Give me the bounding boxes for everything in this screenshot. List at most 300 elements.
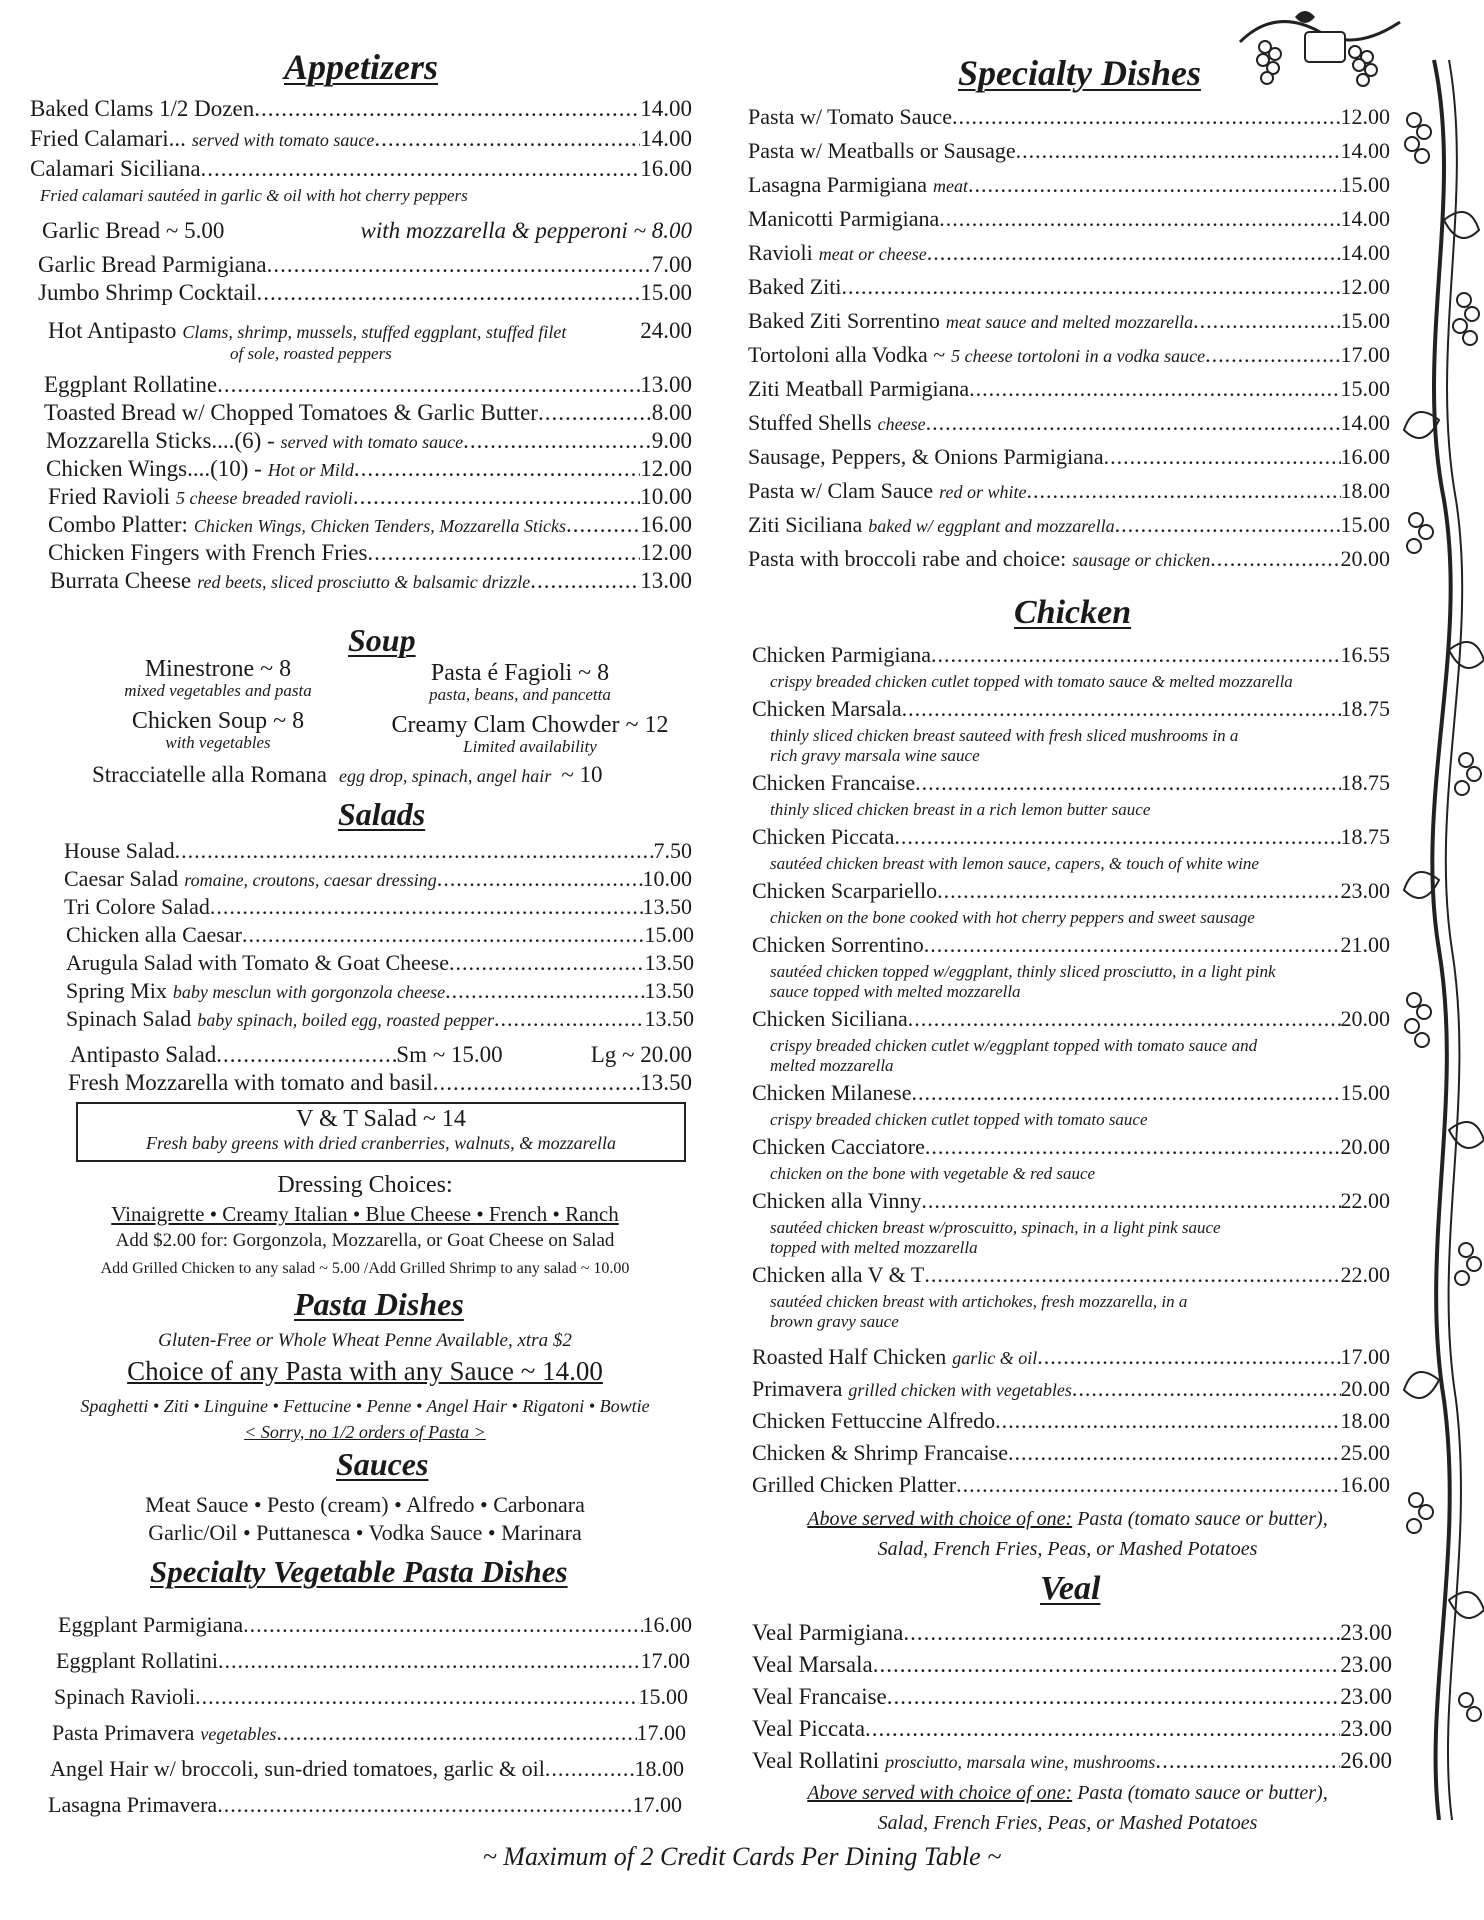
leader-dots xyxy=(1155,1748,1340,1774)
menu-item-row xyxy=(752,1472,1390,1498)
hot-antipasto-desc: Clams, shrimp, mussels, stuffed eggplant, stuffed filet xyxy=(182,322,567,342)
item-name: Chicken alla V & T xyxy=(752,1262,925,1287)
item-desc: baby mesclun with gorgonzola cheese xyxy=(172,982,446,1002)
item-subdesc: thinly sliced chicken breast in a rich lemon butter sauce xyxy=(770,800,1151,819)
item-subdesc: brown gravy sauce xyxy=(770,1312,899,1331)
menu-item-row xyxy=(752,1408,1390,1434)
item-price: 15.00 xyxy=(1340,1080,1390,1105)
leader-dots xyxy=(924,1262,1340,1288)
leader-dots xyxy=(210,894,643,920)
menu-item-row xyxy=(38,252,692,278)
item-name: Chicken Scarpariello xyxy=(752,878,938,903)
item-name: Ziti Meatball Parmigiana xyxy=(748,376,970,401)
menu-item-row xyxy=(752,1188,1390,1214)
item-name: Pasta with broccoli rabe and choice: xyxy=(748,546,1067,571)
item-price: 12.00 xyxy=(640,540,692,565)
item-desc: 5 cheese tortoloni in a vodka sauce xyxy=(951,346,1206,366)
item-desc: grilled chicken with vegetables xyxy=(848,1380,1072,1400)
menu-item-row xyxy=(748,342,1390,368)
item-desc: sausage or chicken xyxy=(1072,550,1211,570)
menu-item-row xyxy=(752,696,1390,722)
pasta-shapes: Spaghetti • Ziti • Linguine • Fettucine • Penne • Angel Hair • Rigatoni • Bowtie xyxy=(80,1396,650,1416)
menu-item-row xyxy=(52,1720,686,1746)
item-desc: Hot or Mild xyxy=(267,460,354,480)
menu-item-row xyxy=(64,838,692,864)
leader-dots xyxy=(1026,478,1340,504)
item-price: 13.50 xyxy=(644,950,694,975)
soup-desc: pasta, beans, and pancetta xyxy=(429,685,611,704)
item-desc: romaine, croutons, caesar dressing xyxy=(184,870,437,890)
item-name: Veal Piccata xyxy=(752,1716,866,1741)
item-desc: red beets, sliced prosciutto & balsamic drizzle xyxy=(197,572,531,592)
item-subdesc: melted mozzarella xyxy=(770,1056,894,1075)
menu-item-row xyxy=(752,1652,1392,1678)
item-price: 15.00 xyxy=(640,280,692,305)
menu-item-row xyxy=(30,156,692,182)
add-protein-note: Add Grilled Chicken to any salad ~ 5.00 /Add Grilled Shrimp to any salad ~ 10.00 xyxy=(100,1260,630,1277)
item-price: 15.00 xyxy=(1340,512,1390,537)
item-name: Eggplant Rollatine xyxy=(44,372,218,397)
leader-dots xyxy=(1016,138,1341,164)
menu-item-row xyxy=(748,138,1390,164)
leader-dots xyxy=(921,1188,1340,1214)
leader-dots xyxy=(995,1408,1340,1434)
sauces-heading: Sauces xyxy=(336,1446,429,1482)
item-subdesc: chicken on the bone cooked with hot cherry peppers and sweet sausage xyxy=(770,908,1255,927)
item-price: 22.00 xyxy=(1340,1262,1390,1287)
item-name: Pasta w/ Clam Sauce xyxy=(748,478,934,503)
item-name: Pasta Primavera xyxy=(52,1720,195,1745)
menu-item-row xyxy=(66,922,694,948)
menu-item-row xyxy=(748,478,1390,504)
item-price: 18.00 xyxy=(1340,1408,1390,1433)
leader-dots xyxy=(254,96,640,122)
leader-dots xyxy=(242,922,645,948)
item-subdesc: sautéed chicken breast with lemon sauce, capers, & touch of white wine xyxy=(770,854,1259,873)
item-desc: served with tomato sauce xyxy=(280,432,464,452)
item-name: Sausage, Peppers, & Onions Parmigiana xyxy=(748,444,1104,469)
item-desc: Chicken Wings, Chicken Tenders, Mozzarella Sticks xyxy=(193,516,567,536)
menu-item-row xyxy=(748,274,1390,300)
menu-item-row xyxy=(30,126,692,152)
menu-item-row xyxy=(50,1756,684,1782)
item-price: 12.00 xyxy=(1340,104,1390,129)
item-name: Chicken & Shrimp Francaise xyxy=(752,1440,1009,1465)
item-price: 16.00 xyxy=(642,1612,692,1637)
leader-dots xyxy=(267,252,652,278)
item-price: 15.00 xyxy=(638,1684,688,1709)
menu-item-row xyxy=(48,484,692,510)
menu-item-row xyxy=(752,770,1390,796)
item-name: Grilled Chicken Platter xyxy=(752,1472,957,1497)
leader-dots xyxy=(956,1472,1340,1498)
fresh-mozz-row xyxy=(68,1070,692,1096)
menu-item-row xyxy=(48,512,692,538)
item-name: Toasted Bread w/ Chopped Tomatoes & Garlic Butter xyxy=(44,400,538,425)
item-name: House Salad xyxy=(64,838,175,863)
pasta-heading: Pasta Dishes xyxy=(294,1286,464,1322)
item-name: Caesar Salad xyxy=(64,866,179,891)
item-name: Chicken Wings....(10) - xyxy=(46,456,262,481)
item-price: 7.00 xyxy=(651,252,692,277)
menu-item-row xyxy=(64,866,692,892)
item-name: Primavera xyxy=(752,1376,843,1401)
item-name: Eggplant Rollatini xyxy=(56,1648,218,1673)
menu-item-row xyxy=(752,1080,1390,1106)
item-subdesc: sautéed chicken topped w/eggplant, thinly sliced prosciutto, in a light pink xyxy=(770,962,1276,981)
sauces-line-2: Garlic/Oil • Puttanesca • Vodka Sauce • Marinara xyxy=(148,1520,582,1545)
leader-dots xyxy=(1210,546,1340,572)
item-name: Ravioli xyxy=(748,240,813,265)
vt-salad-box xyxy=(76,1102,686,1162)
item-price: 9.00 xyxy=(651,428,692,453)
item-name: Veal Marsala xyxy=(752,1652,873,1677)
leader-dots xyxy=(195,1684,638,1710)
chicken-heading: Chicken xyxy=(1014,594,1132,631)
menu-item-row xyxy=(66,1006,694,1032)
item-price: 20.00 xyxy=(1340,1006,1390,1031)
menu-item-row xyxy=(748,376,1390,402)
menu-item-row xyxy=(752,1716,1392,1742)
garlic-bread-extra: with mozzarella & pepperoni ~ 8.00 xyxy=(360,218,692,243)
menu-item-row xyxy=(748,308,1390,334)
leader-dots xyxy=(911,1080,1340,1106)
menu-item-row xyxy=(48,540,692,566)
leader-dots xyxy=(1037,1344,1340,1370)
item-name: Fried Ravioli xyxy=(48,484,171,509)
menu-item-row xyxy=(64,894,692,920)
vt-salad-desc: Fresh baby greens with dried cranberries, walnuts, & mozzarella xyxy=(146,1133,616,1153)
item-name: Chicken Parmigiana xyxy=(752,642,932,667)
item-price: 15.00 xyxy=(1340,308,1390,333)
item-name: Chicken alla Caesar xyxy=(66,922,242,947)
leader-dots xyxy=(276,1720,636,1746)
menu-item-row xyxy=(748,410,1390,436)
item-name: Veal Parmigiana xyxy=(752,1620,904,1645)
menu-item-row xyxy=(752,1006,1390,1032)
item-desc: baby spinach, boiled egg, roasted pepper xyxy=(197,1010,495,1030)
item-name: Stuffed Shells xyxy=(748,410,872,435)
hot-antipasto-name: Hot Antipasto xyxy=(48,318,177,343)
item-name: Mozzarella Sticks....(6) - xyxy=(46,428,275,453)
item-desc: meat xyxy=(933,176,968,196)
item-name: Pasta w/ Meatballs or Sausage xyxy=(748,138,1016,163)
item-price: 13.50 xyxy=(642,894,692,919)
served-options-1: Pasta (tomato sauce or butter), xyxy=(1072,1508,1328,1530)
soup-name: Creamy Clam Chowder ~ 12 xyxy=(391,712,669,738)
item-desc: baked w/ eggplant and mozzarella xyxy=(868,516,1115,536)
menu-item-row xyxy=(66,978,694,1004)
menu-item-row xyxy=(748,240,1390,266)
item-price: 23.00 xyxy=(1340,878,1390,903)
item-name: Chicken Fettuccine Alfredo xyxy=(752,1408,996,1433)
menu-item-row xyxy=(748,444,1390,470)
served-label: Above served with choice of one: xyxy=(807,1782,1073,1804)
antipasto-salad-name: Antipasto Salad xyxy=(70,1042,217,1067)
item-name: Chicken Fingers with French Fries xyxy=(48,540,368,565)
leader-dots xyxy=(952,104,1341,130)
leader-dots xyxy=(530,568,640,594)
item-price: 17.00 xyxy=(1340,1344,1390,1369)
item-price: 16.55 xyxy=(1340,642,1390,667)
item-desc: cheese xyxy=(877,414,926,434)
item-price: 23.00 xyxy=(1340,1620,1392,1645)
item-name: Manicotti Parmigiana xyxy=(748,206,940,231)
hot-antipasto-price: 24.00 xyxy=(640,318,692,343)
leader-dots xyxy=(902,696,1341,722)
item-price: 15.00 xyxy=(1340,376,1390,401)
item-name: Veal Rollatini xyxy=(752,1748,880,1773)
item-name: Calamari Siciliana xyxy=(30,156,201,181)
leader-dots xyxy=(175,838,654,864)
menu-item-row xyxy=(752,1684,1392,1710)
item-desc: served with tomato sauce xyxy=(191,130,375,150)
menu-item-row xyxy=(748,104,1390,130)
chicken-served-note-2: Salad, French Fries, Peas, or Mashed Potatoes xyxy=(877,1538,1258,1560)
leader-dots xyxy=(243,1612,642,1638)
item-price: 12.00 xyxy=(640,456,692,481)
leader-dots xyxy=(1193,308,1340,334)
soup-fagioli xyxy=(390,660,650,704)
item-name: Chicken alla Vinny xyxy=(752,1188,922,1213)
item-price: 25.00 xyxy=(1340,1440,1390,1465)
leader-dots xyxy=(566,512,640,538)
menu-item-row xyxy=(752,1620,1392,1646)
item-name: Lasagna Primavera xyxy=(48,1792,218,1817)
item-price: 20.00 xyxy=(1340,1376,1390,1401)
menu-item-row xyxy=(748,172,1390,198)
item-subdesc: crispy breaded chicken cutlet topped with tomato sauce xyxy=(770,1110,1148,1129)
add-cheese-note: Add $2.00 for: Gorgonzola, Mozzarella, or Goat Cheese on Salad xyxy=(115,1230,615,1251)
vine-border-icon xyxy=(1394,0,1484,1820)
menu-item-row xyxy=(752,1440,1390,1466)
soup-desc: Limited availability xyxy=(463,737,597,756)
leader-dots xyxy=(924,932,1341,958)
leader-dots xyxy=(445,978,644,1004)
leader-dots xyxy=(894,824,1340,850)
menu-item-row xyxy=(58,1612,692,1638)
item-price: 23.00 xyxy=(1340,1652,1392,1677)
item-name: Pasta w/ Tomato Sauce xyxy=(748,104,952,129)
item-price: 22.00 xyxy=(1340,1188,1390,1213)
menu-item-row xyxy=(38,280,692,306)
stracciatelle-price: ~ 10 xyxy=(561,762,603,787)
menu-item-row xyxy=(30,96,692,122)
item-price: 14.00 xyxy=(1340,240,1390,265)
leader-dots xyxy=(937,878,1340,904)
leader-dots xyxy=(969,376,1340,402)
menu-item-row xyxy=(748,206,1390,232)
leader-dots xyxy=(217,1792,632,1818)
item-name: Combo Platter: xyxy=(48,512,188,537)
soup-minestrone xyxy=(98,656,338,700)
soup-name: Minestrone ~ 8 xyxy=(144,656,292,682)
leader-dots xyxy=(903,1620,1340,1646)
hot-antipasto-row xyxy=(48,318,692,344)
item-name: Veal Francaise xyxy=(752,1684,887,1709)
chicken-served-note xyxy=(740,1508,1395,1531)
item-name: Spinach Ravioli xyxy=(54,1684,196,1709)
item-price: 17.00 xyxy=(1340,342,1390,367)
item-subdesc: topped with melted mozzarella xyxy=(770,1238,978,1257)
served-options-1: Pasta (tomato sauce or butter), xyxy=(1072,1782,1328,1804)
item-price: 14.00 xyxy=(1340,410,1390,435)
item-name: Jumbo Shrimp Cocktail xyxy=(38,280,257,305)
item-name: Garlic Bread Parmigiana xyxy=(38,252,267,277)
hot-antipasto-desc-2: of sole, roasted peppers xyxy=(230,344,392,363)
item-desc: prosciutto, marsala wine, mushrooms xyxy=(885,1752,1156,1772)
item-price: 17.00 xyxy=(636,1720,686,1745)
item-name: Baked Clams 1/2 Dozen xyxy=(30,96,255,121)
item-price: 18.00 xyxy=(1340,478,1390,503)
leader-dots xyxy=(968,172,1341,198)
item-price: 26.00 xyxy=(1340,1748,1392,1773)
item-price: 14.00 xyxy=(1340,138,1390,163)
item-price: 18.75 xyxy=(1340,770,1390,795)
soup-clam-chowder xyxy=(370,712,690,756)
item-subdesc: crispy breaded chicken cutlet topped with tomato sauce & melted mozzarella xyxy=(770,672,1293,691)
item-price: 15.00 xyxy=(1340,172,1390,197)
soup-chicken xyxy=(98,708,338,752)
stracciatelle-desc: egg drop, spinach, angel hair xyxy=(339,766,552,786)
leader-dots xyxy=(926,410,1341,436)
pasta-choice: Choice of any Pasta with any Sauce ~ 14.00 xyxy=(127,1356,603,1386)
item-desc: meat sauce and melted mozzarella xyxy=(945,312,1194,332)
menu-item-row xyxy=(48,1792,682,1818)
item-price: 13.00 xyxy=(640,372,692,397)
item-price: 20.00 xyxy=(1340,546,1390,571)
item-price: 14.00 xyxy=(640,126,692,151)
item-name: Lasagna Parmigiana xyxy=(748,172,927,197)
leader-dots xyxy=(1205,342,1340,368)
served-label: Above served with choice of one: xyxy=(807,1508,1073,1530)
leader-dots xyxy=(927,240,1341,266)
menu-item-row xyxy=(54,1684,688,1710)
item-price: 8.00 xyxy=(651,400,692,425)
leader-dots xyxy=(887,1684,1341,1710)
item-subdesc: Fried calamari sautéed in garlic & oil with hot cherry peppers xyxy=(40,186,468,205)
veal-served-note xyxy=(740,1782,1395,1805)
leader-dots xyxy=(217,372,640,398)
item-price: 10.00 xyxy=(642,866,692,891)
vt-salad-name: V & T Salad ~ 14 xyxy=(296,1106,466,1132)
item-subdesc: crispy breaded chicken cutlet w/eggplant topped with tomato sauce and xyxy=(770,1036,1258,1055)
antipasto-salad-row xyxy=(70,1042,692,1068)
leader-dots xyxy=(463,428,652,454)
item-name: Baked Ziti Sorrentino xyxy=(748,308,940,333)
leader-dots xyxy=(1008,1440,1340,1466)
item-subdesc: chicken on the bone with vegetable & red sauce xyxy=(770,1164,1096,1183)
leader-dots xyxy=(218,1648,641,1674)
item-name: Chicken Piccata xyxy=(752,824,895,849)
menu-item-row xyxy=(46,456,692,482)
menu-item-row xyxy=(44,372,692,398)
item-price: 14.00 xyxy=(1340,206,1390,231)
soup-name: Chicken Soup ~ 8 xyxy=(131,708,305,734)
item-price: 7.50 xyxy=(653,838,692,863)
soup-desc: with vegetables xyxy=(165,733,271,752)
item-price: 16.00 xyxy=(1340,444,1390,469)
leader-dots xyxy=(367,540,640,566)
item-price: 23.00 xyxy=(1340,1716,1392,1741)
stracciatelle-name: Stracciatelle alla Romana xyxy=(92,762,327,787)
menu-item-row xyxy=(752,824,1390,850)
leader-dots xyxy=(374,126,640,152)
item-price: 23.00 xyxy=(1340,1684,1392,1709)
fresh-mozz-price: 13.50 xyxy=(640,1070,692,1095)
leader-dots xyxy=(1115,512,1341,538)
antipasto-salad-small: Sm ~ 15.00 xyxy=(396,1042,503,1067)
item-price: 10.00 xyxy=(640,484,692,509)
item-name: Arugula Salad with Tomato & Goat Cheese xyxy=(66,950,449,975)
item-name: Roasted Half Chicken xyxy=(752,1344,947,1369)
item-subdesc: sautéed chicken breast w/proscuitto, spinach, in a light pink sauce xyxy=(770,1218,1221,1237)
item-subdesc: sautéed chicken breast with artichokes, fresh mozzarella, in a xyxy=(770,1292,1188,1311)
specialty-heading: Specialty Dishes xyxy=(958,53,1201,93)
menu-item-row xyxy=(50,568,692,594)
leader-dots xyxy=(931,642,1340,668)
item-name: Angel Hair w/ broccoli, sun-dried tomatoes, garlic & oil xyxy=(50,1756,545,1781)
item-name: Chicken Siciliana xyxy=(752,1006,908,1031)
menu-item-row xyxy=(752,1376,1390,1402)
garlic-bread-row xyxy=(42,218,692,244)
item-price: 17.00 xyxy=(640,1648,690,1673)
item-price: 21.00 xyxy=(1340,932,1390,957)
salads-heading: Salads xyxy=(338,796,426,832)
menu-item-row xyxy=(46,428,692,454)
leader-dots xyxy=(1104,444,1341,470)
dressing-list: Vinaigrette • Creamy Italian • Blue Cheese • French • Ranch xyxy=(111,1202,619,1226)
item-price: 20.00 xyxy=(1340,1134,1390,1159)
menu-item-row xyxy=(752,1262,1390,1288)
item-name: Fried Calamari... xyxy=(30,126,186,151)
item-name: Tri Colore Salad xyxy=(64,894,210,919)
item-desc: red or white xyxy=(939,482,1027,502)
item-name: Baked Ziti xyxy=(748,274,842,299)
item-price: 18.75 xyxy=(1340,824,1390,849)
sorry-note: < Sorry, no 1/2 orders of Pasta > xyxy=(244,1422,486,1442)
item-name: Chicken Milanese xyxy=(752,1080,912,1105)
item-name: Ziti Siciliana xyxy=(748,512,863,537)
item-name: Spinach Salad xyxy=(66,1006,192,1031)
menu-item-row xyxy=(66,950,694,976)
item-price: 16.00 xyxy=(640,156,692,181)
item-name: Eggplant Parmigiana xyxy=(58,1612,244,1637)
leader-dots xyxy=(201,156,641,182)
item-name: Chicken Cacciatore xyxy=(752,1134,925,1159)
stracciatelle-row xyxy=(92,762,603,788)
item-price: 15.00 xyxy=(644,922,694,947)
veal-served-note-2: Salad, French Fries, Peas, or Mashed Potatoes xyxy=(877,1812,1258,1834)
menu-item-row xyxy=(752,1134,1390,1160)
item-name: Burrata Cheese xyxy=(50,568,192,593)
menu-item-row xyxy=(56,1648,690,1674)
menu-item-row xyxy=(748,546,1390,572)
leader-dots xyxy=(354,456,640,482)
item-price: 14.00 xyxy=(640,96,692,121)
item-desc: vegetables xyxy=(200,1724,277,1744)
menu-item-row xyxy=(748,512,1390,538)
leader-dots xyxy=(915,770,1340,796)
menu-item-row xyxy=(752,642,1390,668)
leader-dots xyxy=(925,1134,1341,1160)
item-price: 13.50 xyxy=(644,1006,694,1031)
leader-dots xyxy=(545,1756,635,1782)
menu-item-row xyxy=(44,400,692,426)
leader-dots xyxy=(908,1006,1341,1032)
antipasto-salad-large: Lg ~ 20.00 xyxy=(590,1042,692,1067)
veal-heading: Veal xyxy=(1040,1570,1101,1607)
